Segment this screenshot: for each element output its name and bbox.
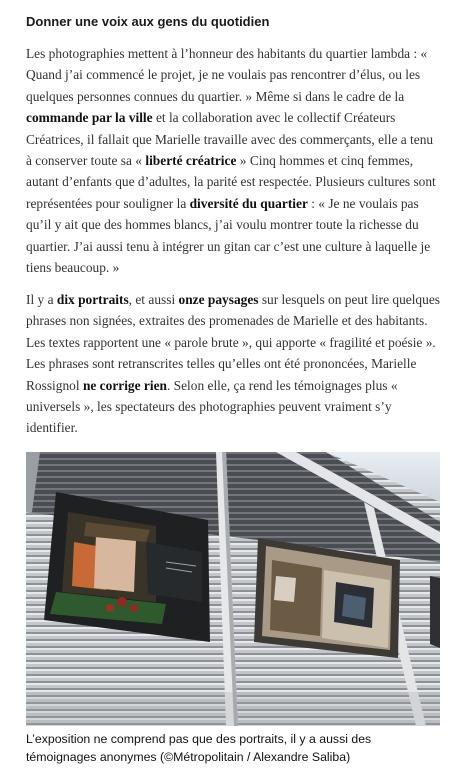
paragraph-2 (26, 289, 442, 439)
paragraph-1 (26, 43, 442, 278)
bold-text: ne corrige rien (82, 377, 167, 393)
bold-text: liberté créatrice (145, 153, 237, 169)
bold-text: dix portraits (56, 292, 129, 307)
text-run: » Cinq hommes et cinq femmes, autant d’enfants que d’adultes, la parité est respectée. Plusieurs cultures sont représentées pour souligner la (26, 153, 436, 211)
bold-text: commande par la ville (26, 110, 153, 126)
text-run: : « Je ne voulais pas qu’il y ait que des hommes blancs, j’ai voulu montrer toute la richesse du quartier. J’ai aussi tenu à intégrer un gitan car c’est une culture à laquelle je tiens beaucoup. » (26, 195, 431, 276)
article-photo (26, 452, 440, 726)
bold-text: onze paysages (178, 292, 259, 307)
bold-text: diversité du quartier (189, 195, 308, 211)
exhibition-photo-illustration (26, 452, 440, 726)
text-run: . Selon elle, ça rend les témoignages plus « universels », les spectateurs des photographies peuvent vraiment s’y identifier. (26, 377, 398, 436)
photo-caption: L’exposition ne comprend pas que des portraits, il y a aussi des témoignages anonymes (©Métropolitain / Alexandre Saliba) (26, 732, 372, 764)
text-run: Il y a (26, 292, 57, 307)
text-run: , et aussi (128, 292, 179, 307)
text-run: sur lesquels on peut lire quelques phrases non signées, extraites des promenades de Marielle et des habitants. Les textes rapportent une « parole brute », qui apporte « fragilité et poésie ». Les phrases sont retranscrites telles qu’elles ont été prononcées, Marielle Rossignol (26, 292, 440, 393)
text-run: et la collaboration avec le collectif Créateurs Créatrices, il fallait que Marielle travaille avec des commerçants, elle a tenu à conserver toute sa « (26, 110, 434, 169)
section-heading: Donner une voix aux gens du quotidien (26, 14, 270, 29)
text-run: Les photographies mettent à l’honneur des habitants du quartier lambda : « Quand j’ai commencé le projet, je ne voulais pas rencontrer d’élus, ou les quelques personnes connues du quartier. » Même si dans le cadre de la (26, 46, 428, 104)
